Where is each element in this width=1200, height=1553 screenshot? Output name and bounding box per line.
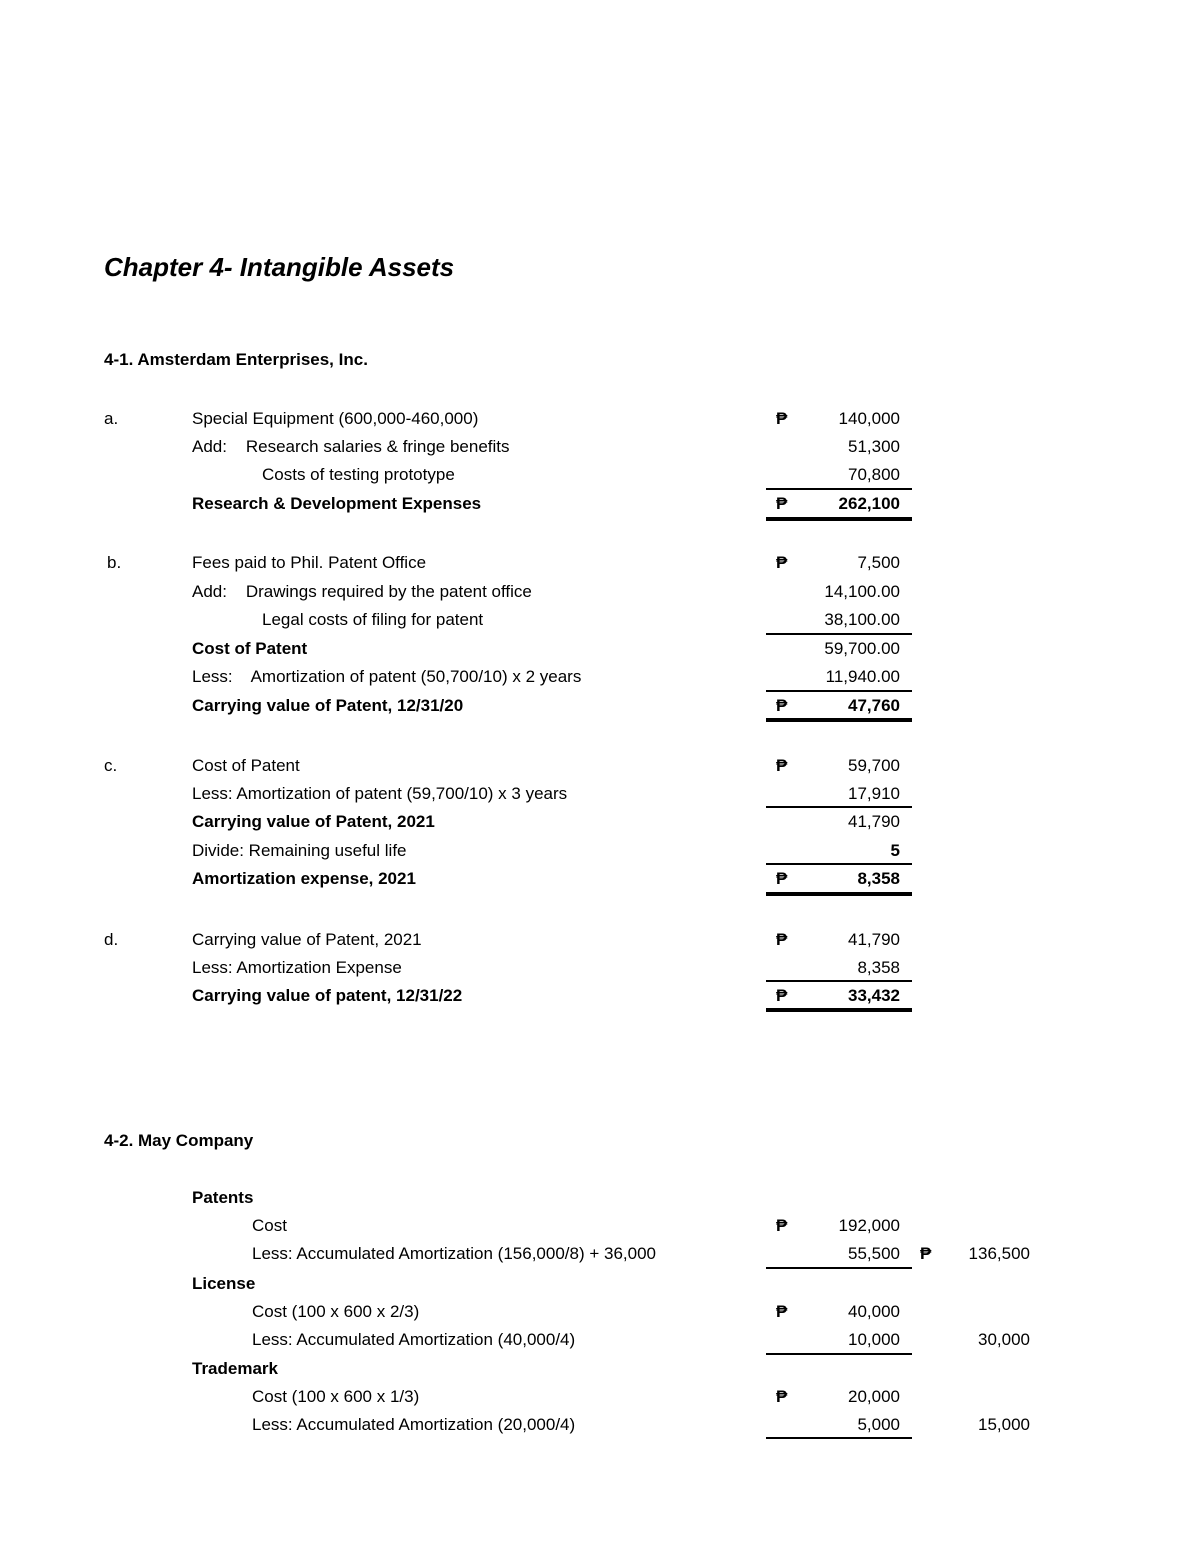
subtotal-label: Cost of Patent — [192, 639, 308, 658]
peso-sign: ₱ — [776, 696, 788, 715]
underline — [766, 1437, 912, 1439]
total-label: Carrying value of patent, 12/31/22 — [192, 986, 463, 1005]
peso-sign: ₱ — [776, 494, 788, 513]
row-amount: 59,700 — [848, 756, 900, 775]
trademark-cost-row — [0, 1383, 1200, 1411]
row-amount: 41,790 — [848, 812, 900, 831]
row-d-1 — [0, 926, 1200, 954]
row-a-2 — [0, 433, 1200, 461]
patents-accumulated-row — [0, 1240, 1200, 1268]
license-heading-row — [0, 1270, 1200, 1298]
item-letter-d: d. — [104, 930, 119, 949]
license-accumulated-row — [0, 1326, 1200, 1354]
double-underline — [766, 1008, 912, 1012]
row-c-3 — [0, 808, 1200, 836]
peso-sign: ₱ — [776, 930, 788, 949]
total-label: Research & Development Expenses — [192, 494, 482, 513]
trademark-accumulated-row — [0, 1411, 1200, 1439]
row-a-total — [0, 490, 1200, 518]
peso-sign: ₱ — [920, 1244, 932, 1263]
section-heading-4-2: 4-2. May Company — [104, 1131, 254, 1150]
row-b-4 — [0, 635, 1200, 663]
row-c-4 — [0, 837, 1200, 865]
license-cost-row — [0, 1298, 1200, 1326]
license-label: License — [192, 1274, 256, 1293]
row-label: Add: Research salaries & fringe benefits — [192, 437, 510, 456]
row-amount: 192,000 — [838, 1216, 900, 1235]
row-amount: 17,910 — [848, 784, 900, 803]
row-amount: 10,000 — [848, 1330, 900, 1349]
row-label: Less: Accumulated Amortization (156,000/8) + 36,000 — [252, 1244, 656, 1263]
row-label: Less: Accumulated Amortization (40,000/4) — [252, 1330, 576, 1349]
peso-sign: ₱ — [776, 1302, 788, 1321]
row-label: Less: Accumulated Amortization (20,000/4) — [252, 1415, 576, 1434]
row-amount: 14,100.00 — [824, 582, 900, 601]
item-letter-c: c. — [104, 756, 118, 775]
row-b-total — [0, 692, 1200, 720]
total-label: Amortization expense, 2021 — [192, 869, 416, 888]
row-amount: 5 — [890, 841, 900, 860]
net-amount: 136,500 — [968, 1244, 1030, 1263]
row-label: Carrying value of Patent, 2021 — [192, 930, 422, 949]
total-amount: 33,432 — [848, 986, 900, 1005]
row-c-2 — [0, 780, 1200, 808]
row-label: Cost — [252, 1216, 287, 1235]
row-amount: 70,800 — [848, 465, 900, 484]
row-b-3 — [0, 606, 1200, 634]
peso-sign: ₱ — [776, 869, 788, 888]
item-letter-b: b. — [107, 553, 122, 572]
trademark-label: Trademark — [192, 1359, 278, 1378]
row-label: Add: Drawings required by the patent office — [192, 582, 532, 601]
row-amount: 55,500 — [848, 1244, 900, 1263]
row-label: Legal costs of filing for patent — [262, 610, 484, 629]
peso-sign: ₱ — [776, 986, 788, 1005]
trademark-heading-row — [0, 1355, 1200, 1383]
row-label: Cost (100 x 600 x 1/3) — [252, 1387, 420, 1406]
peso-sign: ₱ — [776, 756, 788, 775]
row-label: Divide: Remaining useful life — [192, 841, 407, 860]
row-label: Cost (100 x 600 x 2/3) — [252, 1302, 420, 1321]
peso-sign: ₱ — [776, 409, 788, 428]
row-c-1 — [0, 752, 1200, 780]
row-label: Less: Amortization of patent (50,700/10) x 2 years — [192, 667, 582, 686]
peso-sign: ₱ — [776, 1216, 788, 1235]
double-underline — [766, 718, 912, 722]
chapter-title: Chapter 4- Intangible Assets — [104, 252, 455, 282]
row-a-1 — [0, 405, 1200, 433]
patents-label: Patents — [192, 1188, 254, 1207]
patents-cost-row — [0, 1212, 1200, 1240]
row-label: Costs of testing prototype — [262, 465, 455, 484]
row-b-2 — [0, 578, 1200, 606]
row-amount: 38,100.00 — [824, 610, 900, 629]
row-label: Fees paid to Phil. Patent Office — [192, 553, 427, 572]
subtotal-label: Carrying value of Patent, 2021 — [192, 812, 435, 831]
row-a-3 — [0, 461, 1200, 489]
item-letter-a: a. — [104, 409, 119, 428]
total-amount: 8,358 — [857, 869, 900, 888]
row-b-5 — [0, 663, 1200, 691]
row-d-2 — [0, 954, 1200, 982]
row-amount: 20,000 — [848, 1387, 900, 1406]
row-c-total — [0, 865, 1200, 893]
peso-sign: ₱ — [776, 553, 788, 572]
row-b-1 — [0, 549, 1200, 577]
section-heading-4-1: 4-1. Amsterdam Enterprises, Inc. — [104, 350, 368, 369]
row-label: Less: Amortization of patent (59,700/10) x 3 years — [192, 784, 568, 803]
row-amount: 40,000 — [848, 1302, 900, 1321]
double-underline — [766, 892, 912, 896]
row-label: Special Equipment (600,000-460,000) — [192, 409, 479, 428]
net-amount: 15,000 — [978, 1415, 1030, 1434]
row-amount: 140,000 — [838, 409, 900, 428]
row-amount: 41,790 — [848, 930, 900, 949]
net-amount: 30,000 — [978, 1330, 1030, 1349]
row-d-total — [0, 982, 1200, 1010]
row-amount: 8,358 — [857, 958, 900, 977]
total-label: Carrying value of Patent, 12/31/20 — [192, 696, 464, 715]
double-underline — [766, 517, 912, 521]
total-amount: 262,100 — [838, 494, 900, 513]
row-amount: 5,000 — [857, 1415, 900, 1434]
row-label: Less: Amortization Expense — [192, 958, 402, 977]
peso-sign: ₱ — [776, 1387, 788, 1406]
patents-heading-row — [0, 1184, 1200, 1212]
row-amount: 11,940.00 — [825, 667, 900, 686]
row-label: Cost of Patent — [192, 756, 300, 775]
row-amount: 7,500 — [857, 553, 900, 572]
row-amount: 51,300 — [848, 437, 900, 456]
underline — [766, 1267, 912, 1269]
row-amount: 59,700.00 — [824, 639, 900, 658]
total-amount: 47,760 — [848, 696, 900, 715]
